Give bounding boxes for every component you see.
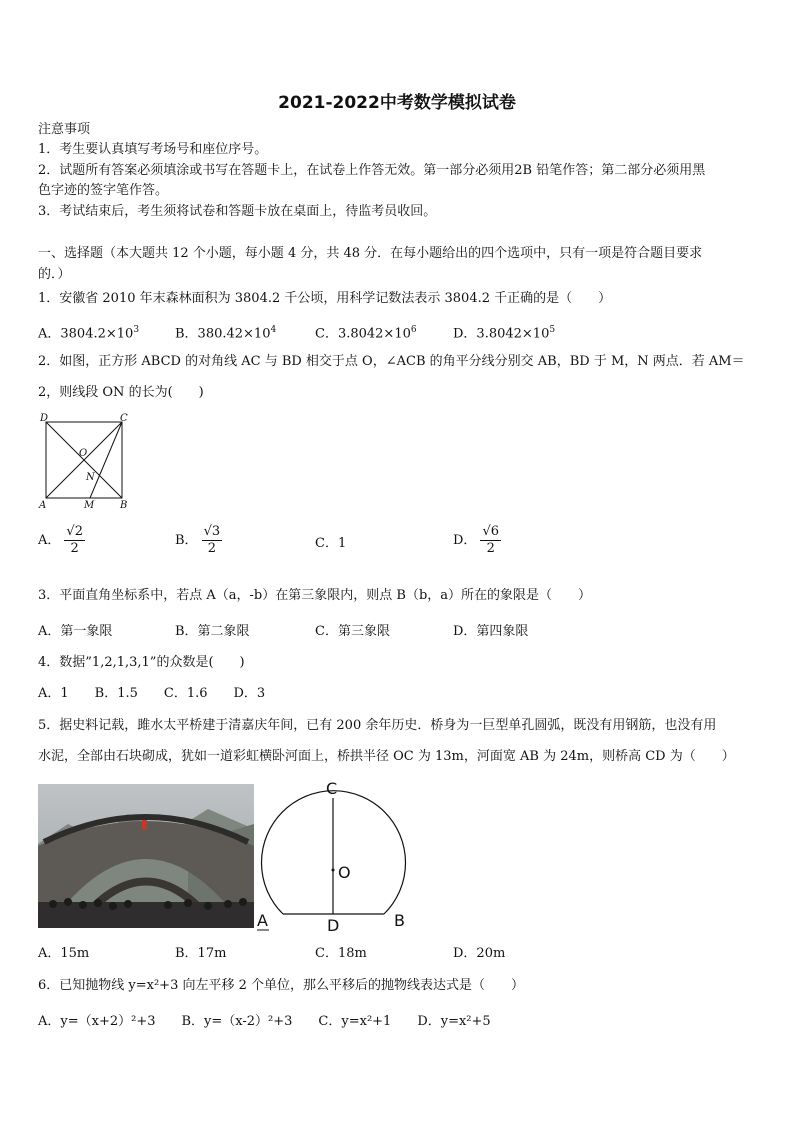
q1-stem: 1．安徽省 2010 年末森林面积为 3804.2 千公顷，用科学记数法表示 3804.2 千正确的是（ ） [38,291,612,306]
label-d: D [40,413,49,424]
label-o: O [79,448,88,459]
note-item-3: 3．考试结束后，考生须将试卷和答题卡放在桌面上，待监考员收回。 [38,204,437,219]
q5-option-a: A．15m [38,946,90,961]
label-a: A [39,500,47,511]
arch-diagram [254,776,414,934]
label-o: O [338,863,351,882]
note-item-2-cont: 色字迹的签字笔作答。 [38,183,169,198]
label-b: B [394,911,405,930]
q2-option-a: A． $\frac{√2}{2}$ [38,524,83,556]
notes-heading: 注意事项 [38,122,91,137]
q3-option-c: C．第三象限 [315,624,390,639]
label-b: B [120,500,128,511]
label-n: N [86,472,95,483]
note-item-2: 2．试题所有答案必须填涂或书写在答题卡上，在试卷上作答无效。第一部分必须用2B 铅笔作答；第二部分必须用黑 [38,163,706,178]
section-heading-cont: 的．） [38,267,71,282]
q6-options: A．y=（x+2）²+3 B．y=（x-2）²+3 C．y=x²+1 D．y=x²+5 [38,1014,491,1029]
q2-stem-cont: 2，则线段 ON 的长为( ) [38,385,204,400]
q3-option-a: A．第一象限 [38,624,113,639]
bisector-cm [90,422,122,498]
q3-stem: 3．平面直角坐标系中，若点 A（a，-b）在第三象限内，则点 B（b，a）所在的象限是（ ） [38,588,592,603]
q2-stem: 2．如图，正方形 ABCD 的对角线 AC 与 BD 相交于点 O，∠ACB 的角平分线分别交 AB，BD 于 M，N 两点．若 AM＝ [38,354,745,369]
note-item-1: 1．考生要认真填写考场号和座位序号。 [38,142,268,157]
q2-option-b: B． $\frac{√3}{2}$ [175,524,221,556]
q5-option-d: D．20m [453,946,506,961]
label-m: M [84,500,95,511]
label-a: A [257,911,268,930]
square-diagram [36,412,132,512]
label-c: C [120,413,128,424]
q4-stem: 4．数据”1,2,1,3,1”的众数是( ) [38,655,245,670]
q5-option-b: B．17m [175,946,227,961]
q3-option-d: D．第四象限 [453,624,529,639]
q3-option-b: B．第二象限 [175,624,250,639]
q5-stem: 5．据史料记载，雎水太平桥建于清嘉庆年间，已有 200 余年历史．桥身为一巨型单孔圆弧，既没有用钢筋，也没有用 [38,718,717,733]
q1-option-b: B．$380.42\times 10^4$ [175,325,277,342]
q4-options: A．1 B．1.5 C．1.6 D．3 [38,686,266,701]
q2-option-d: D． $\frac{√6}{2}$ [453,524,500,556]
page-title: 2021-2022中考数学模拟试卷 [278,93,516,113]
q5-stem-cont: 水泥，全部由石块砌成，犹如一道彩虹横卧河面上，桥拱半径 OC 为 13m，河面宽 AB 为 24m，则桥高 CD 为（ ） [38,749,735,764]
q6-stem: 6．已知抛物线 y=x²+3 向左平移 2 个单位，那么平移后的抛物线表达式是（ ） [38,978,525,993]
q2-option-c: C．1 [315,536,347,551]
q1-option-c: C．$3.8042\times 10^6$ [315,325,417,342]
label-c: C [326,779,338,798]
q1-option-a: A．$3804.2\times 10^3$ [38,325,140,342]
bridge-photo [38,784,254,928]
label-d: D [327,916,340,934]
section-heading: 一、选择题（本大题共 12 个小题，每小题 4 分，共 48 分．在每小题给出的四个选项中，只有一项是符合题目要求 [38,246,703,261]
q1-option-d: D．$3.8042\times 10^5$ [453,325,556,342]
q5-option-c: C．18m [315,946,367,961]
